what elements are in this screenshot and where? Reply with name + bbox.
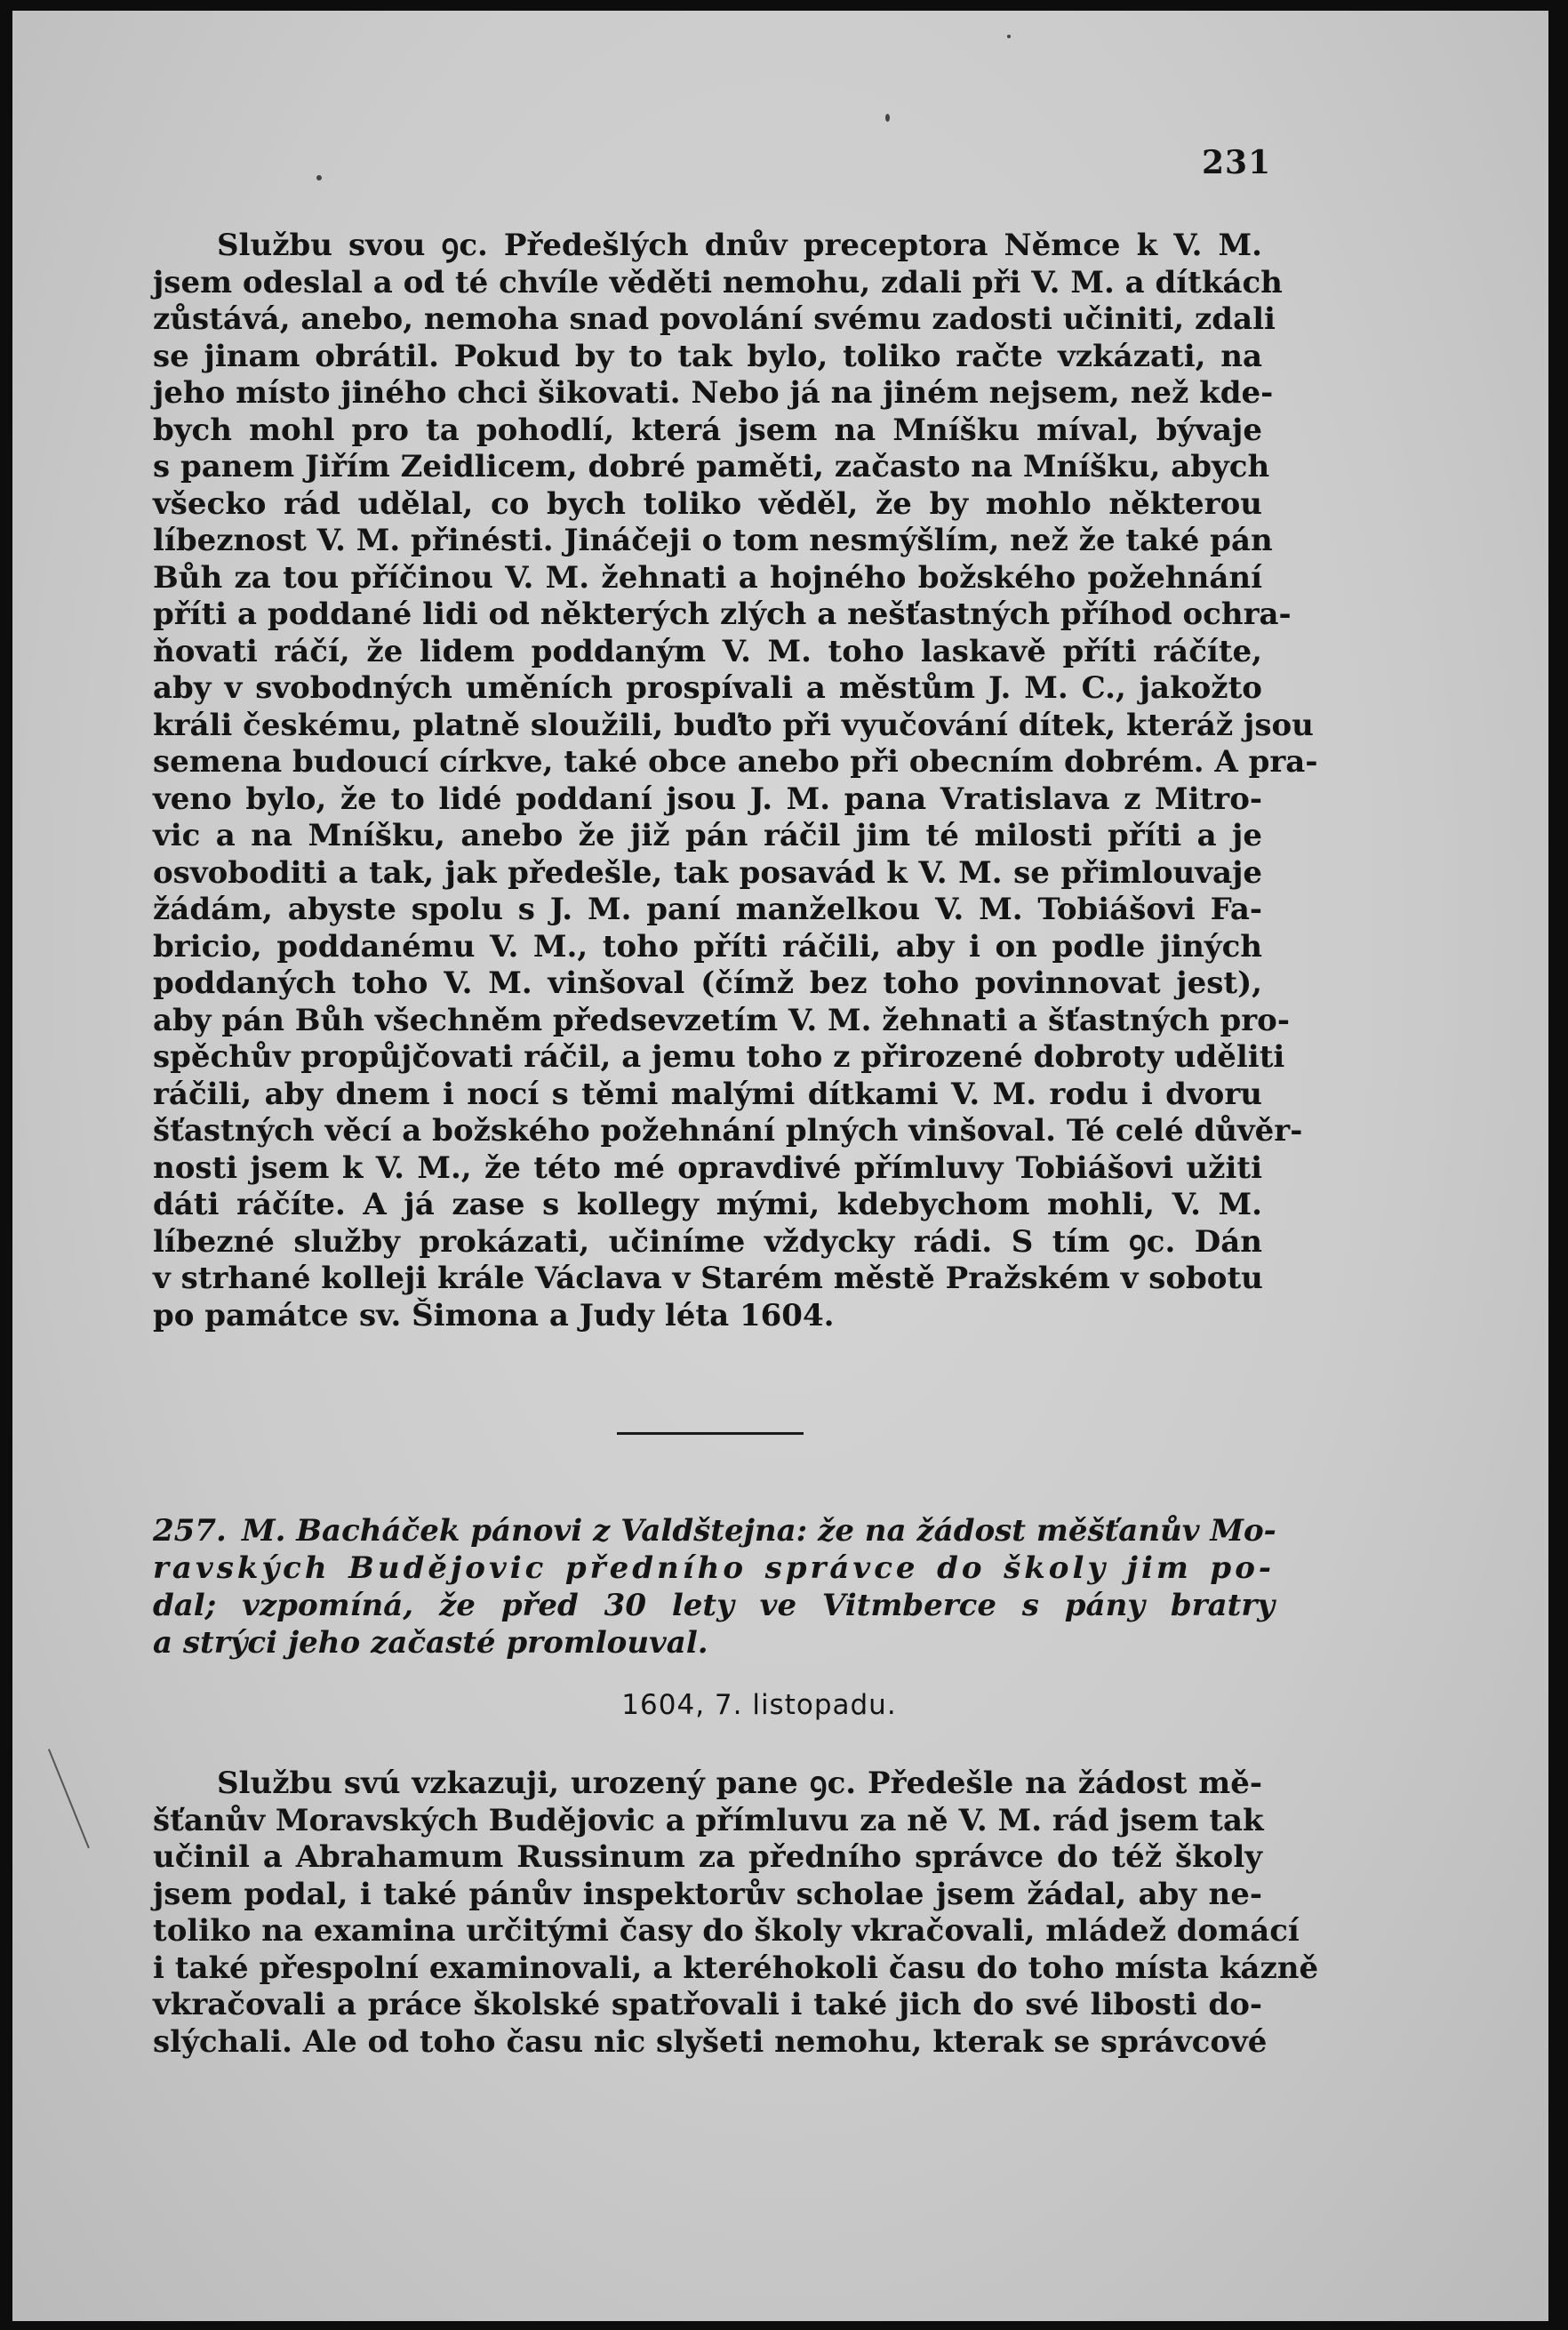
- text-line: jsem podal, i také pánův inspektorův scholae jsem žádal, aby ne-: [153, 1876, 1262, 1912]
- text-line: líbezné služby prokázati, učiníme vždycky rádi. S tím ꝯc. Dán: [153, 1223, 1262, 1260]
- text-line: veno bylo, že to lidé poddaní jsou J. M. pana Vratislava z Mitro-: [153, 781, 1262, 817]
- text-line: v strhané kolleji krále Václava v Starém městě Pražském v sobotu: [153, 1261, 1263, 1296]
- text-line: žádám, abyste spolu s J. M. paní manželkou V. M. Tobiášovi Fa-: [153, 892, 1262, 927]
- text-line: králi českému, platně sloužili, buďto při vyučování dítek, kteráž jsou: [153, 707, 1314, 743]
- text-line: učinil a Abrahamum Russinum za předního správce do též školy: [153, 1839, 1262, 1875]
- scan-border-left: [0, 0, 12, 2330]
- heading-line: [153, 1587, 1275, 1624]
- heading-line: [153, 1549, 1275, 1587]
- letter-continuation-text: [153, 228, 1318, 1334]
- entry-date: [0, 1689, 1568, 1721]
- text-line: Službu svú vzkazuji, urozený pane ꝯc. Předešle na žádost mě-: [217, 1766, 1262, 1801]
- text-line: jsem odeslal a od té chvíle věděti nemohu, zdali při V. M. a dítkách: [153, 264, 1283, 300]
- text-line: osvoboditi a tak, jak předešle, tak posavád k V. M. se přimlouvaje: [153, 854, 1262, 891]
- text-line: po památce sv. Šimona a Judy léta 1604.: [153, 1297, 835, 1333]
- page-number: 231: [1202, 144, 1272, 181]
- scan-speck: [1007, 35, 1011, 38]
- text-line: se jinam obrátil. Pokud by to tak bylo, toliko račte vzkázati, na: [153, 338, 1262, 374]
- text-line: šťanův Moravských Budějovic a přímluvu za ně V. M. rád jsem tak: [153, 1802, 1264, 1838]
- text-line: všecko rád udělal, co bych toliko věděl, že by mohlo některou: [153, 485, 1262, 522]
- text-line: slýchali. Ale od toho času nic slyšeti nemohu, kterak se správcové: [153, 2023, 1268, 2060]
- heading-line-3: dal; vzpomíná, že před 30 lety ve Vitmberce s pány bratry: [153, 1588, 1275, 1623]
- scan-border-top: [0, 0, 1568, 11]
- scan-speck: [885, 114, 890, 122]
- scan-speck: [316, 175, 322, 180]
- text-line: poddaných toho V. M. vinšoval (čímž bez toho povinnovat jest),: [153, 965, 1262, 1001]
- entry-257-heading: [153, 1512, 1275, 1661]
- scan-border-right: [1548, 0, 1568, 2330]
- text-line: s panem Jiřím Zeidlicem, dobré paměti, začasto na Mníšku, abych: [153, 449, 1270, 484]
- text-line: bych mohl pro ta pohodlí, která jsem na Mníšku míval, bývaje: [153, 412, 1262, 448]
- text-line: aby pán Bůh všechněm předsevzetím V. M. žehnati a šťastných pro-: [153, 1002, 1290, 1038]
- text-line: zůstává, anebo, nemoha snad povolání svému zadosti učiniti, zdali: [153, 301, 1276, 337]
- text-line: nosti jsem k V. M., že této mé opravdivé přímluvy Tobiášovi užiti: [153, 1149, 1262, 1186]
- text-line: šťastných věcí a božského požehnání plných vinšoval. Té celé důvěr-: [153, 1113, 1303, 1149]
- heading-line-4: a strýci jeho začasté promlouval.: [153, 1625, 708, 1661]
- heading-line: [153, 1512, 1275, 1549]
- text-line: semena budoucí církve, také obce anebo při obecním dobrém. A pra-: [153, 744, 1318, 780]
- text-line: líbeznost V. M. přinésti. Jináčeji o tom nesmýšlím, než že také pán: [153, 523, 1273, 558]
- scan-border-bottom: [0, 2321, 1568, 2330]
- section-divider: [617, 1432, 804, 1435]
- text-line: ňovati ráčí, že lidem poddaným V. M. toho laskavě příti ráčíte,: [153, 633, 1262, 669]
- text-line: Bůh za tou příčinou V. M. žehnati a hojného božského požehnání: [153, 559, 1262, 596]
- heading-line-2: ravských Budějovic předního správce do školy jim po-: [153, 1550, 1275, 1586]
- heading-line-1: M. Bacháček pánovi z Valdštejna: že na žádost měšťanův Mo-: [242, 1513, 1276, 1549]
- entry-257-body-text: [153, 1766, 1319, 2061]
- text-line: aby v svobodných uměních prospívali a městům J. M. C., jakožto: [153, 670, 1262, 706]
- entry-number: 257.: [153, 1513, 227, 1549]
- text-line: dáti ráčíte. A já zase s kollegy mými, kdebychom mohli, V. M.: [153, 1187, 1262, 1222]
- text-line: příti a poddané lidi od některých zlých a nešťastných příhod ochra-: [153, 597, 1292, 632]
- text-line: toliko na examina určitými časy do školy vkračovali, mládež domácí: [153, 1913, 1300, 1949]
- text-line: vkračovali a práce školské spatřovali i také jich do své libosti do-: [153, 1987, 1262, 2022]
- text-line: ráčili, aby dnem i nocí s těmi malými dítkami V. M. rodu i dvoru: [153, 1076, 1262, 1112]
- heading-line: [153, 1624, 1275, 1661]
- entry-date-text: 1604, 7. listopadu.: [621, 1689, 897, 1721]
- text-line: bricio, poddanému V. M., toho příti ráčili, aby i on podle jiných: [153, 928, 1262, 965]
- text-line: spěchův propůjčovati ráčil, a jemu toho z přirozené dobroty uděliti: [153, 1039, 1285, 1075]
- margin-mark: [48, 1749, 90, 1848]
- text-line: Službu svou ꝯc. Předešlých dnův preceptora Němce k V. M.: [217, 228, 1262, 263]
- text-line: jeho místo jiného chci šikovati. Nebo já na jiném nejsem, než kde-: [153, 375, 1274, 411]
- text-line: vic a na Mníšku, anebo že již pán ráčil jim té milosti příti a je: [153, 818, 1262, 853]
- text-line: i také přespolní examinovali, a kteréhokoli času do toho místa kázně: [153, 1950, 1319, 1986]
